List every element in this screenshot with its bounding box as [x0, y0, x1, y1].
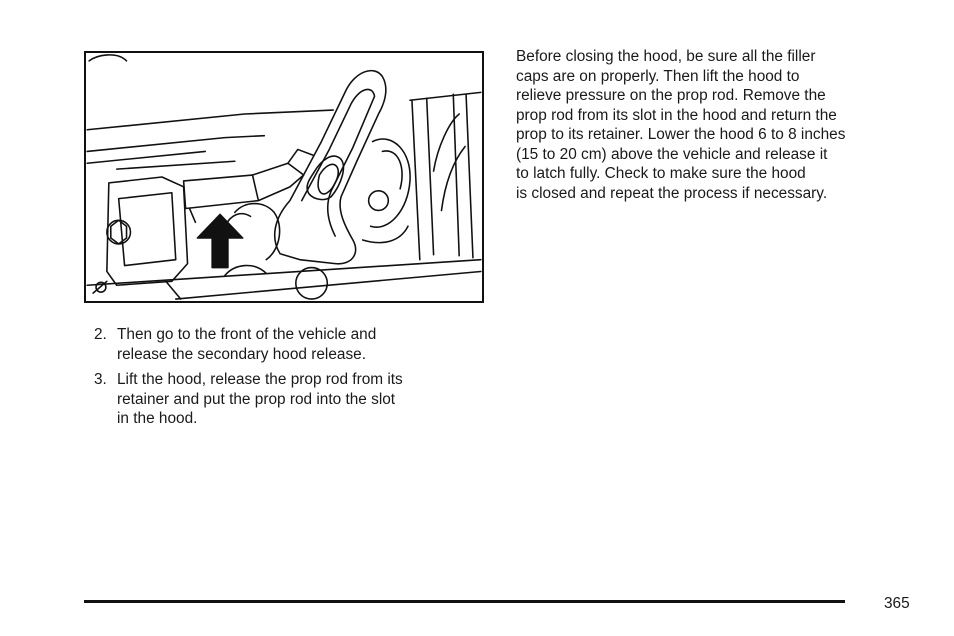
step-text: Lift the hood, release the prop rod from its retainer and put the prop rod into the slot in the hood.	[117, 371, 403, 427]
closing-hood-paragraph: Before closing the hood, be sure all the filler caps are on properly. Then lift the hood to relieve pressure on the prop rod. Remove the prop rod from its slot in the hood and return the prop to its retainer. Lower the hood 6 to 8 inches (15 to 20 cm) above the vehicle and release it to latch fully. Check to make sure the hood is closed and repeat the process if necessary.	[516, 48, 846, 202]
hood-latch-drawing	[86, 53, 482, 301]
hood-latch-illustration	[84, 51, 484, 303]
page-number: 365	[884, 595, 910, 612]
upward-arrow-icon	[197, 214, 242, 267]
step-text: Then go to the front of the vehicle and release the secondary hood release.	[117, 326, 377, 363]
step-number: 2.	[94, 326, 107, 343]
footer-rule	[84, 600, 845, 603]
step-item	[94, 325, 474, 364]
step-item	[94, 370, 474, 429]
step-number: 3.	[94, 371, 107, 388]
instruction-steps	[94, 325, 474, 435]
